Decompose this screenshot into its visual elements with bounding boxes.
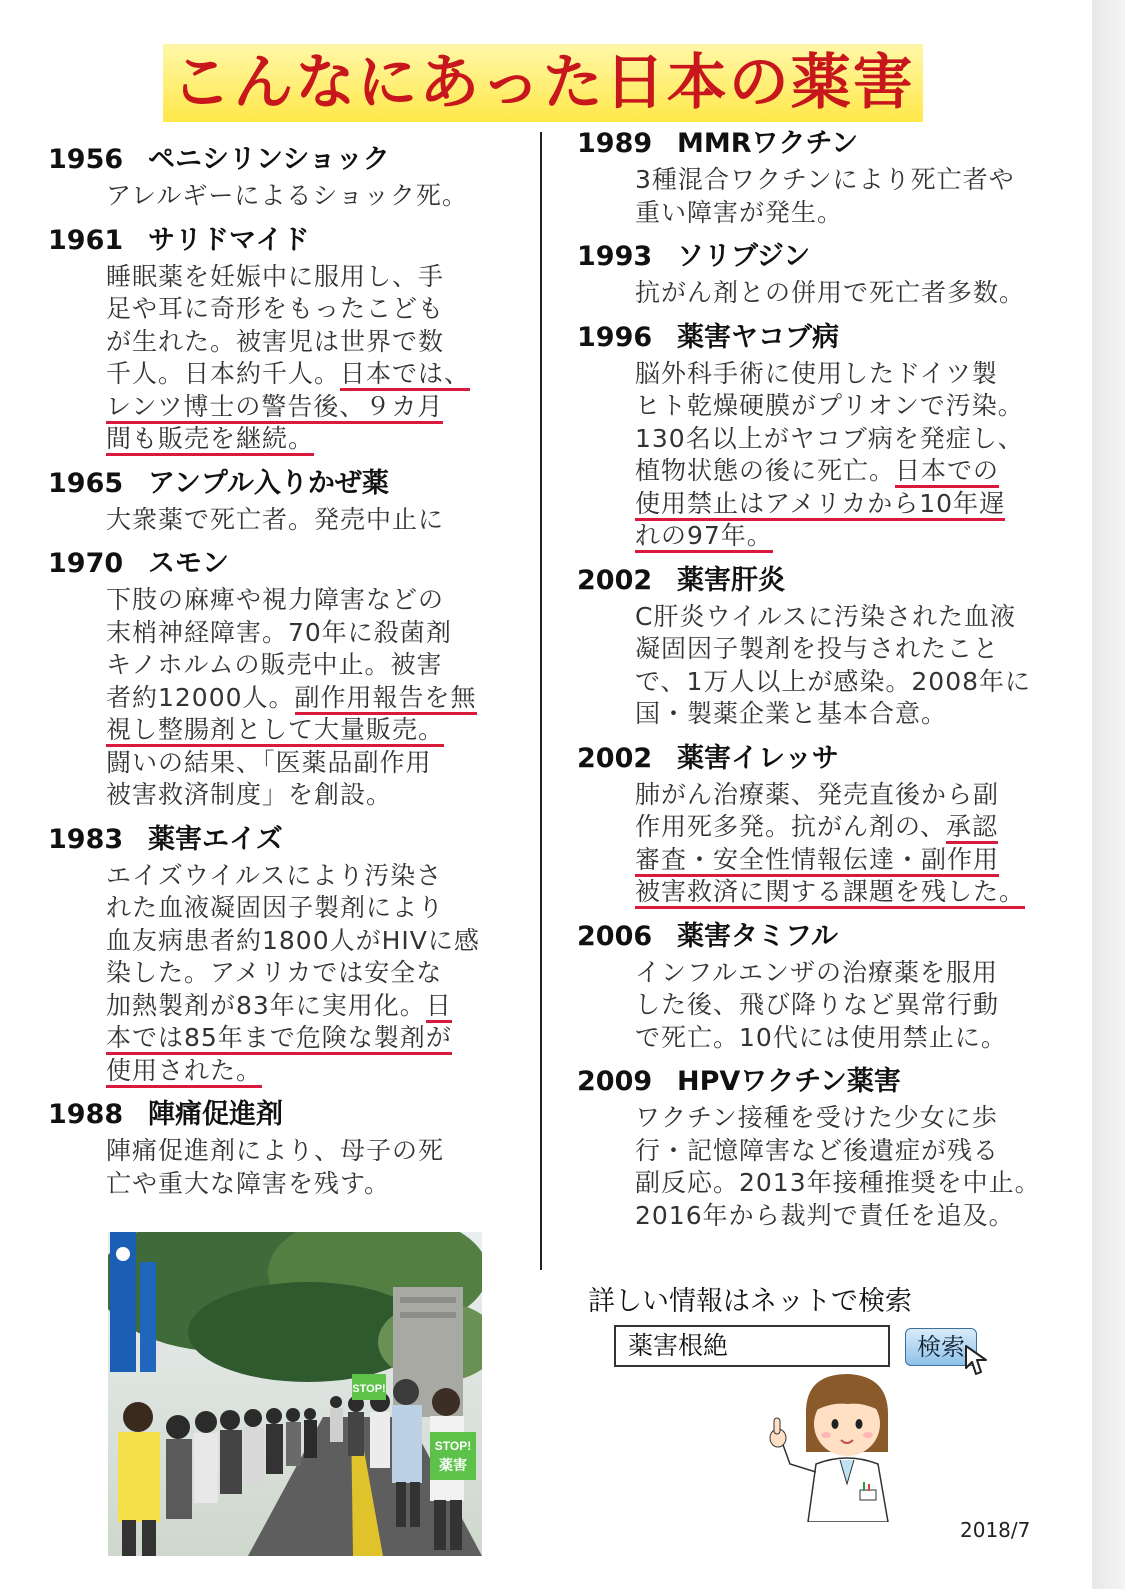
entry-year: 2009 [577,1066,653,1097]
entry-year: 1970 [48,548,124,579]
entry-heading [48,820,528,860]
description-line [106,892,528,925]
line-text: 凝固因子製剤を投与されたこと [635,634,1000,663]
description-line [106,617,528,650]
description-line [635,666,1087,699]
description-line [106,990,528,1023]
description-line [635,1135,1087,1168]
entry-name: ペニシリンショック [148,144,390,175]
underlined-text: 日本での [895,456,999,488]
description-line [635,164,1087,197]
underlined-text: 間も販売を継続。 [106,424,314,456]
entry-heading [577,561,1087,601]
description-line [106,423,528,456]
line-text: した後、飛び降りなど異常行動 [635,990,1000,1019]
line-text: 脳外科手術に使用したドイツ製 [635,358,998,388]
timeline-entry [577,237,1087,310]
line-text: 染した。アメリカでは安全な [106,958,443,987]
entry-heading [577,124,1087,164]
description-line [106,358,528,391]
description-line [635,633,1087,666]
description-line [106,504,528,537]
underlined-text: 承認 [946,812,998,844]
entry-year: 1961 [48,224,124,256]
description-line [106,584,528,617]
line-text: 末梢神経障害。70年に殺菌剤 [106,617,452,647]
entry-description [635,277,1087,310]
line-text: 肺がん治療薬、発売直後から副 [635,779,1000,809]
line-text: 重い障害が発生。 [635,197,844,227]
line-text: ワクチン接種を受けた少女に歩 [635,1103,998,1132]
line-text: 血友病患者約1800人がHIVに感 [106,925,480,955]
entry-heading [577,917,1087,957]
timeline-entry [48,140,528,213]
line-text: 行・記憶障害など後遺症が残る [635,1135,1000,1165]
description-line [635,844,1087,877]
line-text: 植物状態の後に死亡。 [635,456,896,485]
description-line [106,1168,528,1201]
entry-name: アンプル入りかぜ薬 [148,467,389,499]
line-text: が生れた。被害児は世界で数 [106,326,445,356]
description-line [635,876,1087,909]
entry-year: 1993 [577,241,653,272]
entry-description [106,584,528,812]
sign-large-bottom: 薬害 [439,1458,467,1474]
description-line [635,488,1087,521]
entry-name: サリドマイド [148,224,310,256]
line-text: 大衆薬で死亡者。発売中止に [106,504,445,534]
entry-year: 2002 [577,564,653,596]
entry-name: 陣痛促進剤 [148,1099,283,1130]
entry-description [106,504,528,537]
line-text: れた血液凝固因子製剤により [106,893,445,922]
line-text: キノホルムの販売中止。被害 [106,650,443,679]
entry-heading [48,1095,528,1135]
entry-name: 薬害エイズ [148,823,283,855]
entry-name: HPVワクチン薬害 [677,1066,901,1097]
line-text: アレルギーによるショック死。 [106,181,468,210]
sign-small: STOP! [352,1383,386,1395]
description-line [106,1055,528,1088]
entry-name: MMRワクチン [677,128,859,159]
timeline-entry [577,917,1087,1055]
entry-heading [577,237,1087,277]
entry-description [106,1135,528,1200]
line-text: で死亡。10代には使用禁止に。 [635,1022,1007,1052]
entry-description [635,1102,1087,1232]
underlined-text: 日 [426,991,452,1023]
line-text: インフルエンザの治療薬を服用 [635,957,999,987]
description-line [635,390,1087,423]
line-text: 闘いの結果、「医薬品副作用 [106,747,432,777]
timeline-entry [48,820,528,1088]
description-line [635,1022,1087,1055]
description-line [106,779,528,812]
line-text: 130名以上がヤコブ病を発症し、 [635,423,1024,453]
entry-heading [48,464,528,504]
line-text: 2016年から裁判で責任を追及。 [635,1200,1015,1230]
description-line [106,326,528,359]
entry-name: 薬害イレッサ [677,742,839,774]
line-text: エイズウイルスにより汚染さ [106,860,443,890]
entry-name: ソリブジン [677,241,811,272]
entry-name: スモン [148,548,229,579]
line-text: 下肢の麻痺や視力障害などの [106,585,445,614]
line-text: 3種混合ワクチンにより死亡者や [635,165,1015,194]
entry-description [635,358,1087,553]
underlined-text: れの97年。 [635,521,773,553]
entry-name: 薬害肝炎 [677,564,785,596]
line-text: で、1万人以上が感染。2008年に [635,666,1032,696]
entry-description [106,261,528,456]
description-line [635,779,1087,812]
entry-year: 2006 [577,920,653,952]
underlined-text: 本では85年まで危険な製剤が [106,1023,452,1055]
search-caption: 詳しい情報はネットで検索 [588,1286,912,1317]
description-line [106,293,528,326]
left-column [48,140,528,1208]
timeline-entry [577,739,1087,909]
entry-description [106,860,528,1088]
entry-heading [48,544,528,584]
underlined-text: 視し整腸剤として大量販売。 [106,715,444,747]
description-line [635,1200,1087,1233]
description-line [635,1167,1087,1200]
timeline-entry [577,318,1087,553]
entry-name: 薬害ヤコブ病 [677,321,839,353]
doctor-illustration [760,1372,910,1522]
line-text: 者約12000人。 [106,682,295,712]
underlined-text: 被害救済に関する課題を残した。 [635,877,1025,909]
timeline-entry [577,1062,1087,1232]
description-line [635,455,1087,488]
line-text: 抗がん剤との併用で死亡者多数。 [635,278,1026,307]
entry-name: 薬害タミフル [677,920,838,952]
underlined-text: 副作用報告を無 [295,683,477,715]
line-text: 亡や重大な障害を残す。 [106,1168,391,1198]
description-line [106,1022,528,1055]
entry-year: 1988 [48,1099,124,1130]
description-line [635,811,1087,844]
issue-date: 2018/7 [960,1518,1031,1542]
description-line [635,197,1087,230]
description-line [635,957,1087,990]
right-column [577,124,1087,1240]
description-line [635,423,1087,456]
search-button[interactable]: 検索 [905,1328,977,1366]
description-line [106,860,528,893]
description-line [106,682,528,715]
underlined-text: 審査・安全性情報伝達・副作用 [635,845,999,877]
entry-year: 1956 [48,144,124,175]
page-edge-shadow [1092,0,1125,1589]
description-line [106,261,528,294]
hand-cursor-icon [962,1344,992,1378]
entry-heading [577,1062,1087,1102]
timeline-entry [48,1095,528,1200]
protest-photo [108,1232,482,1556]
sign-large-top: STOP! [434,1439,472,1453]
description-line [106,180,528,213]
underlined-text: レンツ博士の警告後、９カ月 [106,392,443,424]
line-text: 陣痛促進剤により、母子の死 [106,1136,445,1165]
entry-heading [48,221,528,261]
line-text: 千人。日本約千人。 [106,359,341,388]
entry-heading [577,739,1087,779]
search-input[interactable]: 薬害根絶 [614,1325,890,1367]
description-line [635,989,1087,1022]
description-line [106,649,528,682]
description-line [106,747,528,780]
underlined-text: 日本では、 [340,359,470,391]
description-line [635,358,1087,391]
description-line [635,1102,1087,1135]
entry-description [635,779,1087,909]
entry-year: 1989 [577,128,653,159]
entry-year: 2002 [577,742,653,774]
underlined-text: 使用された。 [106,1056,262,1088]
line-text: ヒト乾燥硬膜がプリオンで汚染。 [635,391,1024,420]
entry-description [635,601,1087,731]
timeline-entry [577,561,1087,731]
timeline-entry [48,464,528,537]
line-text: 被害救済制度」を創設。 [106,780,393,809]
description-line [635,698,1087,731]
entry-description [635,164,1087,229]
column-divider [540,132,542,1270]
description-line [635,601,1087,634]
entry-description [635,957,1087,1055]
page-title: こんなにあった日本の薬害 [171,48,915,118]
description-line [106,925,528,958]
description-line [106,714,528,747]
timeline-entry [48,544,528,812]
entry-year: 1983 [48,823,124,855]
line-text: C肝炎ウイルスに汚染された血液 [635,601,1016,631]
description-line [635,277,1087,310]
line-text: 国・製薬企業と基本合意。 [635,699,948,728]
entry-heading [48,140,528,180]
timeline-entry [48,221,528,456]
description-line [106,391,528,424]
entry-description [106,180,528,213]
line-text: 加熱製剤が83年に実用化。 [106,990,426,1020]
entry-heading [577,318,1087,358]
line-text: 睡眠薬を妊娠中に服用し、手 [106,261,445,291]
entry-year: 1965 [48,467,124,499]
line-text: 作用死多発。抗がん剤の、 [635,812,947,841]
description-line [106,1135,528,1168]
description-line [106,957,528,990]
description-line [635,520,1087,553]
underlined-text: 使用禁止はアメリカから10年遅 [635,489,1005,521]
line-text: 足や耳に奇形をもったこども [106,294,445,323]
line-text: 副反応。2013年接種推奨を中止。 [635,1168,1041,1197]
timeline-entry [577,124,1087,229]
entry-year: 1996 [577,321,653,353]
